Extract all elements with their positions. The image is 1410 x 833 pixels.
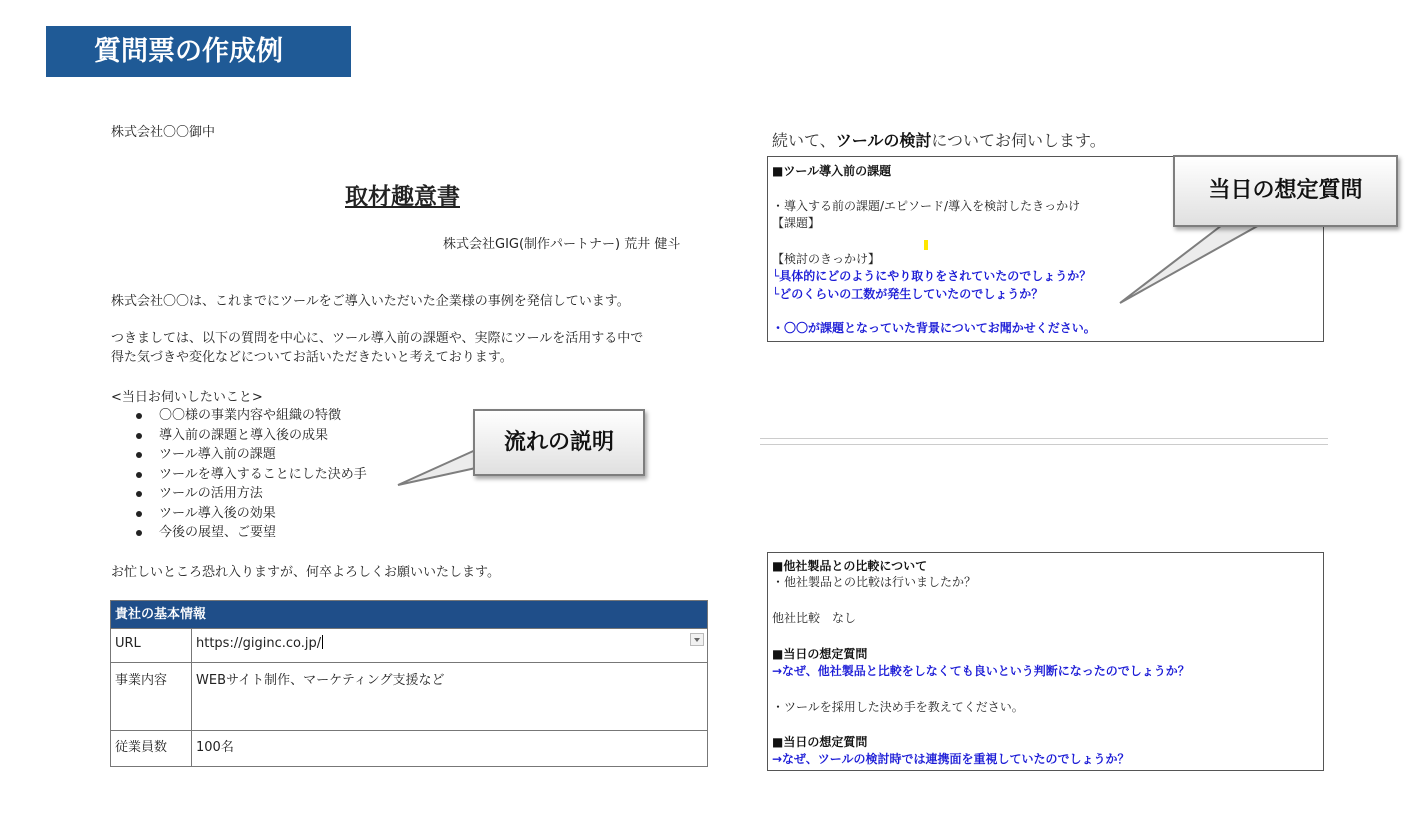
url-field[interactable] xyxy=(192,629,708,663)
intro-paragraph: 株式会社〇〇は、これまでにツールをご導入いただいた企業様の事例を発信しています。 xyxy=(111,294,630,309)
business-label: 事業内容 xyxy=(111,663,192,731)
box-heading: ■ツール導入前の課題 xyxy=(772,164,892,178)
list-item: ツールの活用方法 xyxy=(134,484,367,504)
url-label: URL xyxy=(111,629,192,663)
business-value[interactable]: WEBサイト制作、マーケティング支援など xyxy=(192,663,708,731)
employees-value[interactable]: 100名 xyxy=(192,731,708,767)
expected-question-callout: 当日の想定質問 xyxy=(1173,155,1398,227)
text-cursor xyxy=(322,635,323,649)
topics-list xyxy=(134,406,367,543)
trigger-label: 【検討のきっかけ】 xyxy=(772,252,881,266)
divider xyxy=(760,438,1328,439)
comparison-box xyxy=(767,552,1324,771)
author-line: 株式会社GIG(制作パートナー) 荒井 健斗 xyxy=(443,237,681,252)
list-item: 導入前の課題と導入後の成果 xyxy=(134,426,367,446)
expected-question: →なぜ、ツールの検討時では連携面を重視していたのでしょうか？ xyxy=(772,752,1130,766)
expected-heading: ■当日の想定質問 xyxy=(772,735,868,749)
table-header: 貴社の基本情報 xyxy=(111,601,708,629)
box-answer: 他社比較 なし xyxy=(772,611,857,625)
text-highlight xyxy=(924,240,928,250)
company-info-table xyxy=(110,600,708,767)
box-heading: ■他社製品との比較について xyxy=(772,559,928,573)
employees-label: 従業員数 xyxy=(111,731,192,767)
box-question: ・ツールを採用した決め手を教えてください。 xyxy=(772,700,1024,714)
list-item: ツール導入後の効果 xyxy=(134,504,367,524)
list-item: ツールを導入することにした決め手 xyxy=(134,465,367,485)
divider xyxy=(760,444,1328,445)
section-intro-bold: ツールの検討 xyxy=(835,131,932,150)
addressee: 株式会社〇〇御中 xyxy=(111,125,216,140)
section-intro-prefix: 続いて、 xyxy=(772,131,836,150)
callout-pointer xyxy=(1110,215,1290,310)
issue-label: 【課題】 xyxy=(772,216,821,230)
expected-question: →なぜ、他社製品と比較をしなくても良いという判断になったのでしょうか？ xyxy=(772,664,1190,678)
box-question: ・導入する前の課題/エピソード/導入を検討したきっかけ xyxy=(772,199,1081,213)
section-intro-suffix: についてお伺いします。 xyxy=(931,131,1106,150)
callout-tail xyxy=(398,448,485,485)
list-item: 今後の展望、ご要望 xyxy=(134,523,367,543)
expected-heading: ■当日の想定質問 xyxy=(772,647,868,661)
document-heading: 取材趣意書 xyxy=(345,184,460,210)
list-item: 〇〇様の事業内容や組織の特徴 xyxy=(134,406,367,426)
followup-question: └具体的にどのようにやり取りをされていたのでしょうか？ xyxy=(772,269,1092,283)
section-intro xyxy=(772,128,1106,151)
request-paragraph-line: つきましては、以下の質問を中心に、ツール導入前の課題や、実際にツールを活用する中で xyxy=(111,331,644,346)
topics-title: <当日お伺いしたいこと> xyxy=(111,390,263,405)
followup-question: └どのくらいの工数が発生していたのでしょうか？ xyxy=(772,287,1044,301)
flow-callout: 流れの説明 xyxy=(473,409,645,476)
closing-line: お忙しいところ恐れ入りますが、何卒よろしくお願いいたします。 xyxy=(111,565,500,580)
list-item: ツール導入前の課題 xyxy=(134,445,367,465)
dropdown-arrow-icon[interactable] xyxy=(690,633,704,646)
callout-tail xyxy=(1120,219,1270,303)
url-value: https://giginc.co.jp/ xyxy=(196,636,322,651)
box-question: ・他社製品との比較は行いましたか？ xyxy=(772,575,977,589)
request-paragraph-line: 得た気づきや変化などについてお話いただきたいと考えております。 xyxy=(111,350,513,365)
request-paragraph xyxy=(111,329,721,367)
followup-question: ・〇〇が課題となっていた背景についてお聞かせください。 xyxy=(772,321,1096,335)
slide-title: 質問票の作成例 xyxy=(46,26,351,77)
